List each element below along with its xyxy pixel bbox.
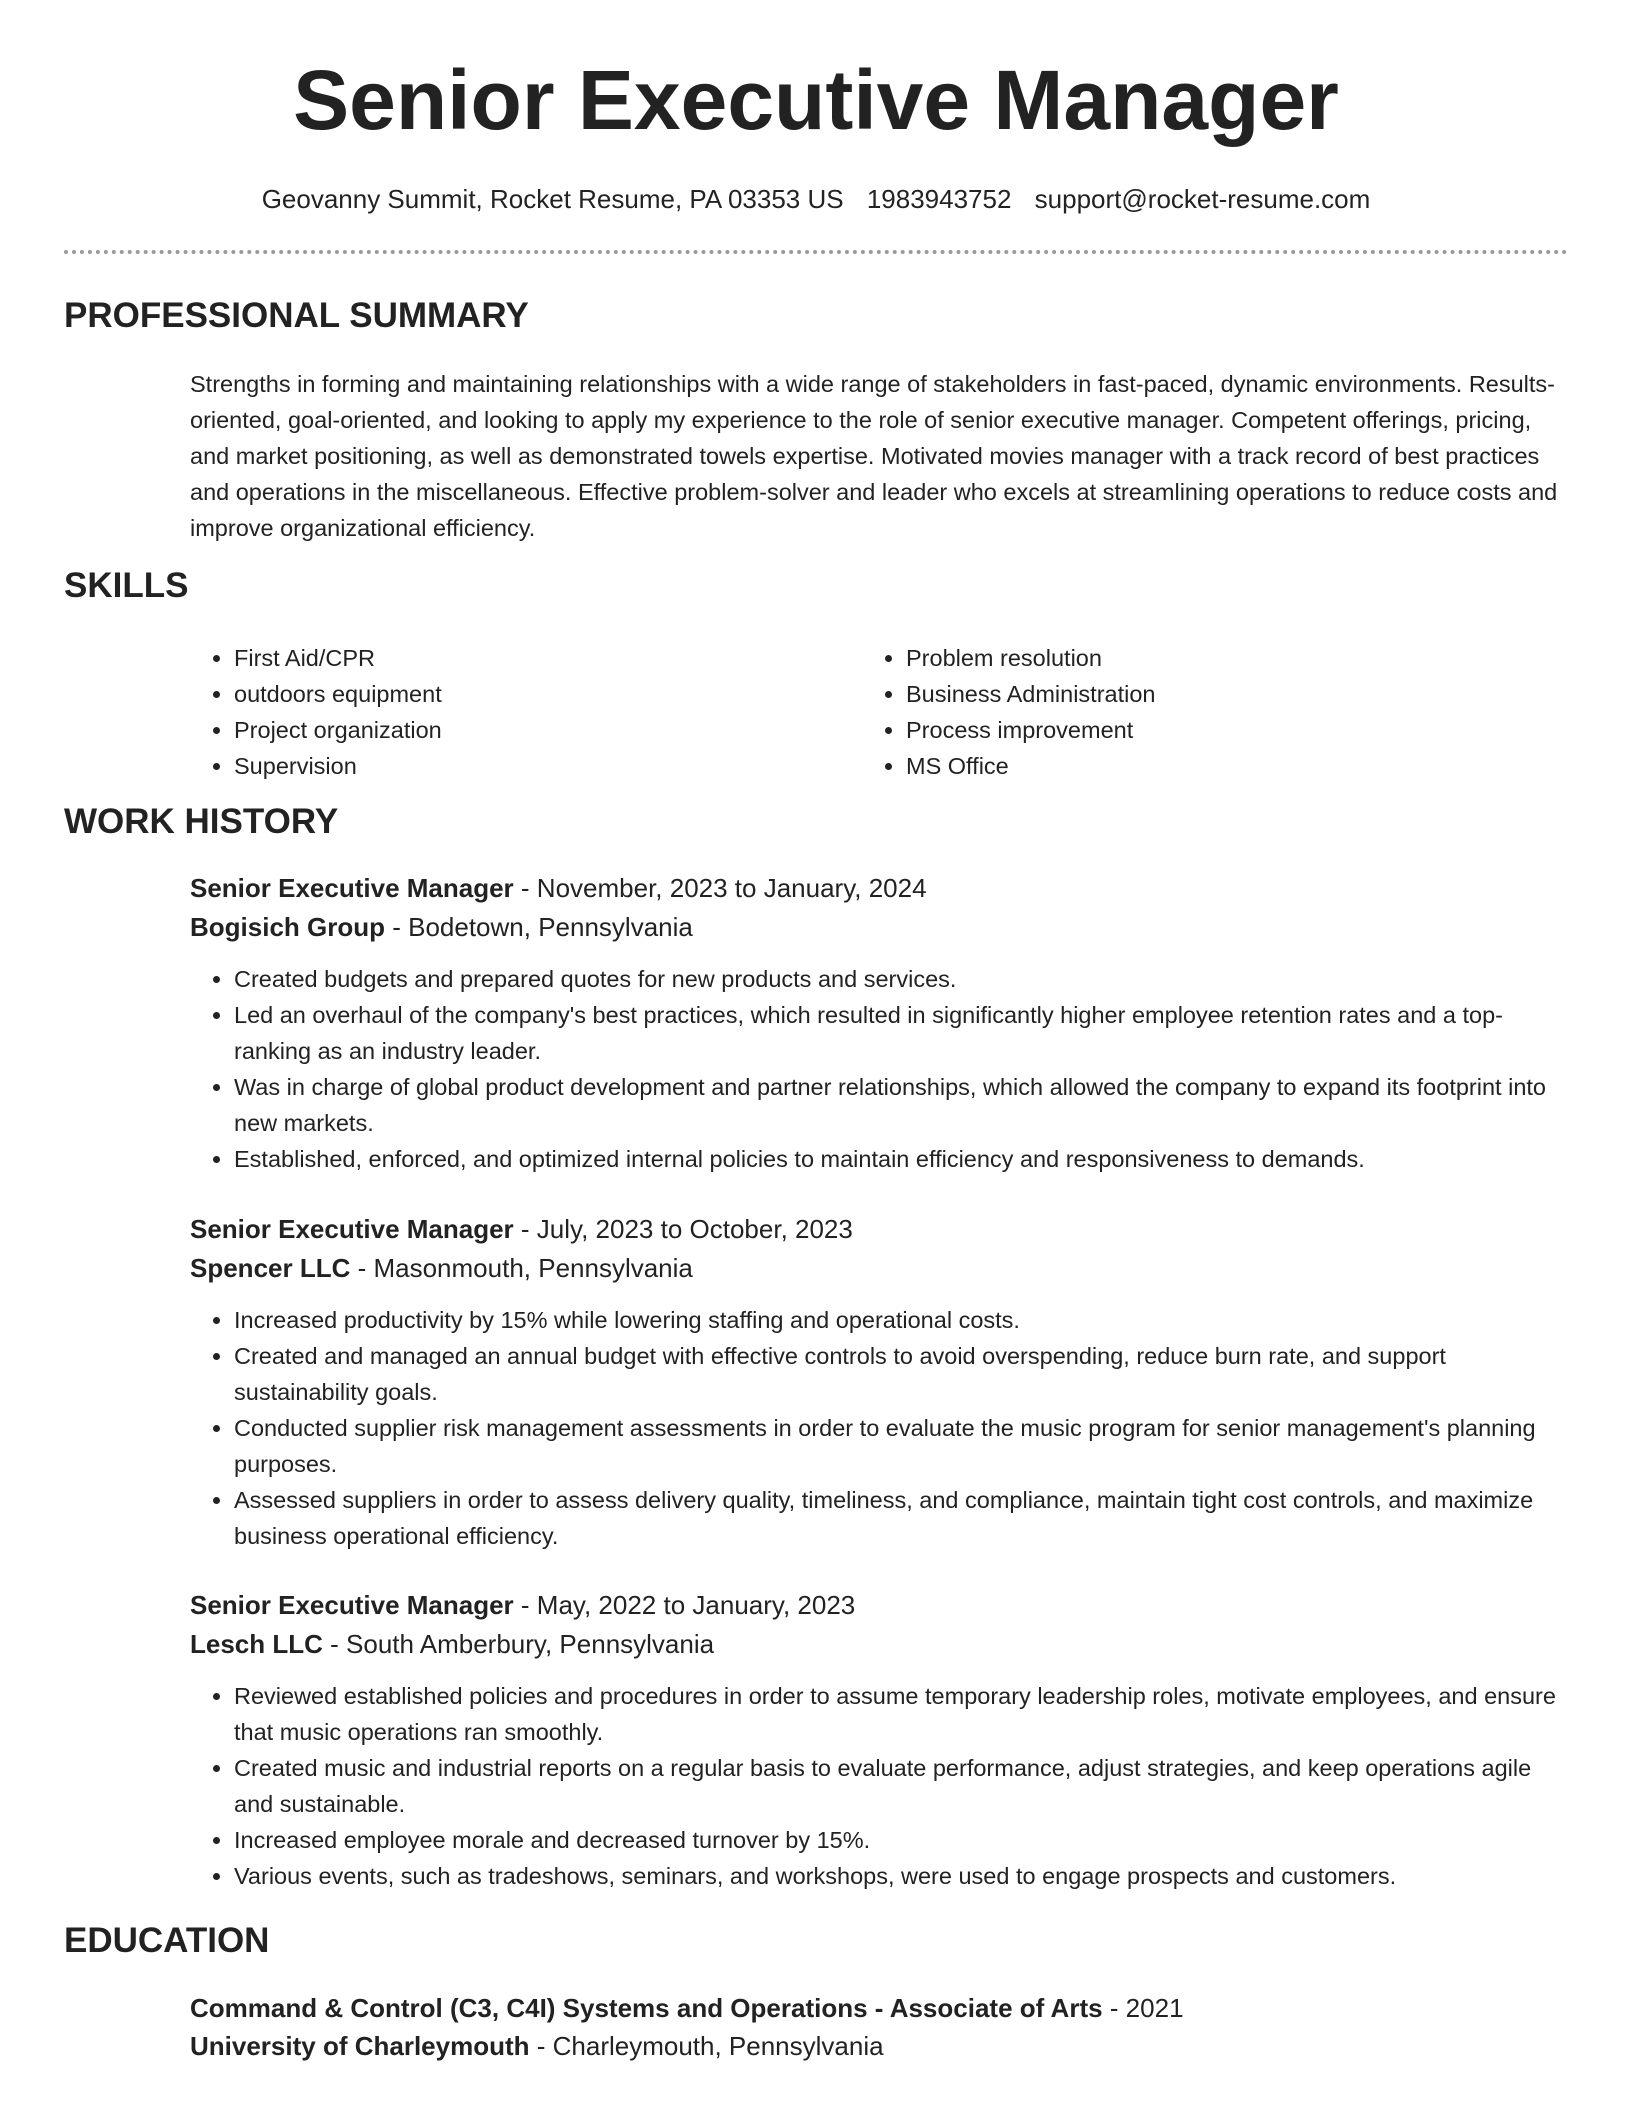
summary-heading: PROFESSIONAL SUMMARY bbox=[64, 296, 529, 335]
job-bullet: • Led an overhaul of the company's best practices, which resulted in significantly higher employee retention rates and a top-ranking as an industry leader. bbox=[234, 997, 1570, 1069]
skills-heading: SKILLS bbox=[64, 566, 189, 605]
job-bullets bbox=[190, 961, 1570, 1177]
job-title-line bbox=[190, 1211, 853, 1247]
education-school: University of Charleymouth bbox=[190, 2031, 530, 2061]
job-company: Spencer LLC bbox=[190, 1253, 351, 1283]
education-school-line bbox=[190, 2028, 884, 2064]
education-year: - 2021 bbox=[1102, 1993, 1184, 2023]
job-bullet: • Reviewed established policies and procedures in order to assume temporary leadership roles, motivate employees, and ensure that music operations ran smoothly. bbox=[234, 1678, 1570, 1750]
header-divider bbox=[64, 250, 1568, 254]
resume-name: Senior Executive Manager bbox=[293, 53, 1339, 147]
job-location: - South Amberbury, Pennsylvania bbox=[322, 1629, 715, 1659]
skill-item: • Business Administration bbox=[906, 676, 1155, 712]
contact-line bbox=[0, 184, 1632, 215]
job-bullets bbox=[190, 1678, 1570, 1894]
job-dates: - July, 2023 to October, 2023 bbox=[513, 1214, 853, 1244]
job-bullet: • Created budgets and prepared quotes for new products and services. bbox=[234, 961, 1570, 997]
summary-text: Strengths in forming and maintaining relationships with a wide range of stakeholders in fast-paced, dynamic environments. Results-oriented, goal-oriented, and looking to apply my experience to the role of senior executive manager. Competent offerings, pricing, and market positioning, as well as demonstrated towels expertise. Motivated movies manager with a track record of best practices and operations in the miscellaneous. Effective problem-solver and leader who excels at streamlining operations to reduce costs and improve organizational efficiency. bbox=[190, 371, 1558, 541]
job-location: - Masonmouth, Pennsylvania bbox=[350, 1253, 693, 1283]
skill-item: • Project organization bbox=[234, 712, 442, 748]
job-bullet: • Established, enforced, and optimized internal policies to maintain efficiency and responsiveness to demands. bbox=[234, 1141, 1570, 1177]
skill-item: • MS Office bbox=[906, 748, 1155, 784]
job-bullet: • Was in charge of global product development and partner relationships, which allowed the company to expand its footprint into new markets. bbox=[234, 1069, 1570, 1141]
job-company-line bbox=[190, 1626, 714, 1662]
job-bullet: • Increased employee morale and decreased turnover by 15%. bbox=[234, 1822, 1570, 1858]
work-heading: WORK HISTORY bbox=[64, 802, 339, 841]
job-company: Bogisich Group bbox=[190, 912, 385, 942]
skill-item: • Supervision bbox=[234, 748, 442, 784]
job-bullet: • Created and managed an annual budget with effective controls to avoid overspending, reduce burn rate, and support sustainability goals. bbox=[234, 1338, 1570, 1410]
job-location: - Bodetown, Pennsylvania bbox=[385, 912, 693, 942]
education-location: - Charleymouth, Pennsylvania bbox=[529, 2031, 884, 2061]
contact-phone: 1983943752 bbox=[866, 184, 1012, 214]
education-heading: EDUCATION bbox=[64, 1921, 270, 1960]
skill-item: • Problem resolution bbox=[906, 640, 1155, 676]
skill-item: • outdoors equipment bbox=[234, 676, 442, 712]
job-bullet: • Conducted supplier risk management assessments in order to evaluate the music program for senior management's planning purposes. bbox=[234, 1410, 1570, 1482]
contact-address: Geovanny Summit, Rocket Resume, PA 03353 US bbox=[261, 184, 844, 214]
job-title-line bbox=[190, 870, 927, 906]
job-title: Senior Executive Manager bbox=[190, 1590, 514, 1620]
skills-column-right bbox=[862, 640, 1155, 784]
job-company: Lesch LLC bbox=[190, 1629, 323, 1659]
job-title: Senior Executive Manager bbox=[190, 1214, 514, 1244]
skill-item: • First Aid/CPR bbox=[234, 640, 442, 676]
job-company-line bbox=[190, 909, 693, 945]
education-degree: Command & Control (C3, C4I) Systems and Operations - Associate of Arts bbox=[190, 1993, 1103, 2023]
job-bullet: • Assessed suppliers in order to assess delivery quality, timeliness, and compliance, maintain tight cost controls, and maximize business operational efficiency. bbox=[234, 1482, 1570, 1554]
job-title-line bbox=[190, 1587, 855, 1623]
job-bullet: • Various events, such as tradeshows, seminars, and workshops, were used to engage prospects and customers. bbox=[234, 1858, 1570, 1894]
job-company-line bbox=[190, 1250, 693, 1286]
job-bullets bbox=[190, 1302, 1570, 1554]
skills-column-left bbox=[190, 640, 442, 784]
education-degree-line bbox=[190, 1990, 1184, 2026]
job-bullet: • Increased productivity by 15% while lowering staffing and operational costs. bbox=[234, 1302, 1570, 1338]
job-title: Senior Executive Manager bbox=[190, 873, 514, 903]
job-bullet: • Created music and industrial reports on a regular basis to evaluate performance, adjust strategies, and keep operations agile and sustainable. bbox=[234, 1750, 1570, 1822]
contact-email: support@rocket-resume.com bbox=[1034, 184, 1371, 214]
skill-item: • Process improvement bbox=[906, 712, 1155, 748]
job-dates: - November, 2023 to January, 2024 bbox=[513, 873, 927, 903]
job-dates: - May, 2022 to January, 2023 bbox=[513, 1590, 856, 1620]
